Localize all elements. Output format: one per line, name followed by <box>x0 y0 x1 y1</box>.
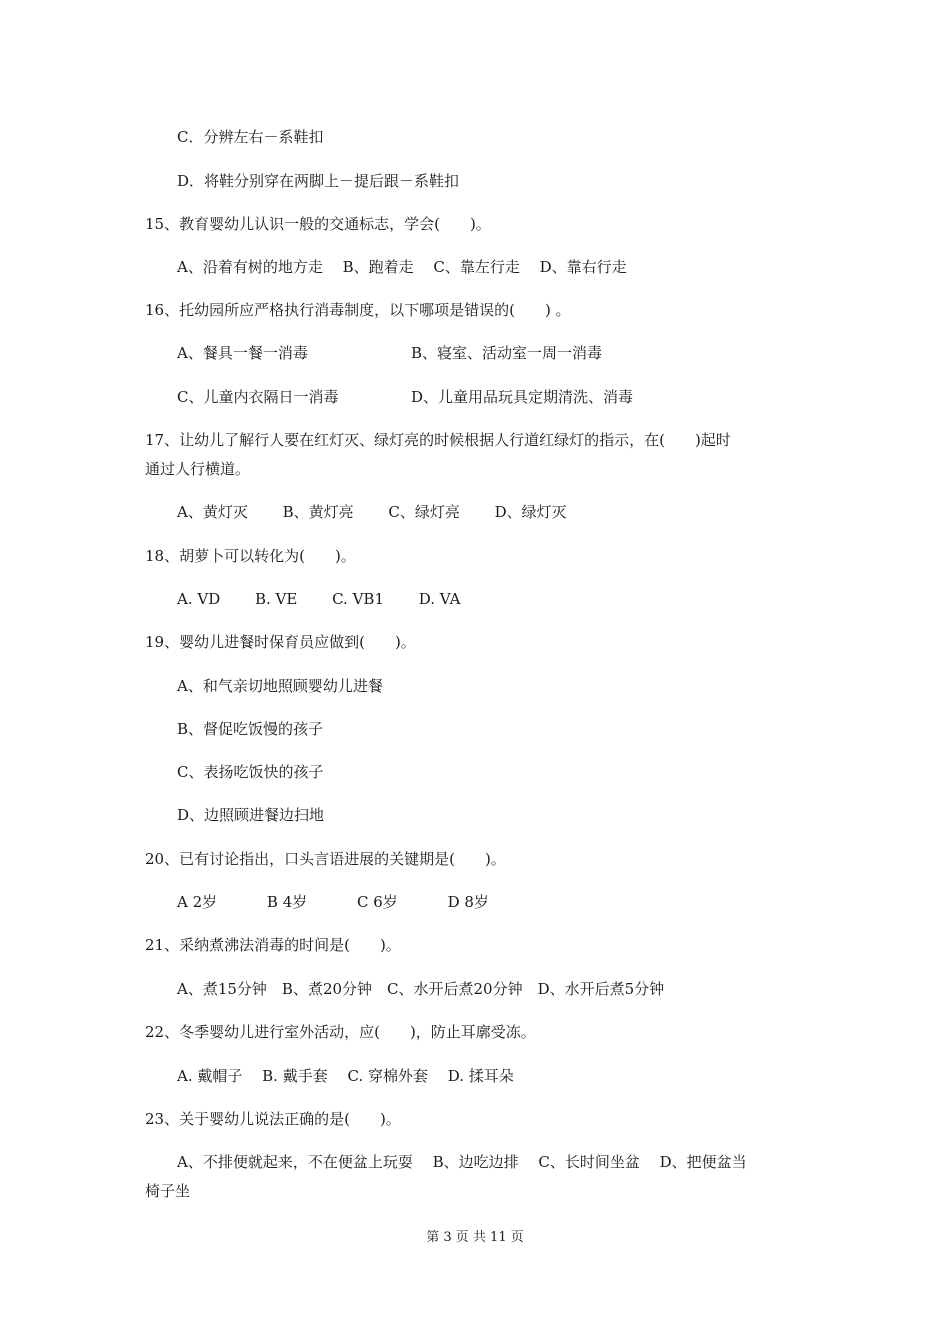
question-17-options: A、黄灯灭 B、黄灯亮 C、绿灯亮 D、绿灯灭 <box>177 503 567 521</box>
page-footer: 第 3 页 共 11 页 <box>426 1230 524 1245</box>
question-17-stem-line2: 通过人行横道。 <box>145 460 251 478</box>
question-20-stem: 20、已有讨论指出，口头言语进展的关键期是( )。 <box>145 850 506 868</box>
question-16-stem: 16、托幼园所应严格执行消毒制度，以下哪项是错误的( ) 。 <box>145 301 571 319</box>
question-22-options: A. 戴帽子 B. 戴手套 C. 穿棉外套 D. 揉耳朵 <box>177 1067 514 1085</box>
question-19-stem: 19、婴幼儿进餐时保育员应做到( )。 <box>145 633 416 651</box>
question-23-options-line2: 椅子坐 <box>145 1182 191 1200</box>
question-19-option-a: A、和气亲切地照顾婴幼儿进餐 <box>177 677 383 695</box>
question-18-options: A. VD B. VE C. VB1 D. VA <box>177 590 461 608</box>
question-19-option-c: C、表扬吃饭快的孩子 <box>177 763 324 781</box>
question-16-option-c: C、儿童内衣隔日一消毒 <box>177 388 339 406</box>
question-21-options: A、煮15分钟 B、煮20分钟 C、水开后煮20分钟 D、水开后煮5分钟 <box>177 980 665 998</box>
question-21-stem: 21、采纳煮沸法消毒的时间是( )。 <box>145 936 401 954</box>
question-19-option-d: D、边照顾进餐边扫地 <box>177 806 325 824</box>
question-15-options: A、沿着有树的地方走 B、跑着走 C、靠左行走 D、靠右行走 <box>177 258 627 276</box>
question-19-option-b: B、督促吃饭慢的孩子 <box>177 720 324 738</box>
prev-question-option-d: D．将鞋分别穿在两脚上－提后跟－系鞋扣 <box>177 172 460 190</box>
question-22-stem: 22、冬季婴幼儿进行室外活动，应( )，防止耳廓受冻。 <box>145 1023 536 1041</box>
prev-question-option-c: C．分辨左右－系鞋扣 <box>177 128 324 146</box>
question-23-stem: 23、关于婴幼儿说法正确的是( )。 <box>145 1110 401 1128</box>
question-23-options-line1: A、不排便就起来，不在便盆上玩耍 B、边吃边排 C、长时间坐盆 D、把便盆当 <box>177 1153 747 1171</box>
question-18-stem: 18、胡萝卜可以转化为( )。 <box>145 547 356 565</box>
question-15-stem: 15、教育婴幼儿认识一般的交通标志，学会( )。 <box>145 215 491 233</box>
question-16-option-b: B、寝室、活动室一周一消毒 <box>411 344 603 362</box>
question-16-option-a: A、餐具一餐一消毒 <box>177 344 308 362</box>
question-20-options: A 2岁 B 4岁 C 6岁 D 8岁 <box>177 893 489 911</box>
question-17-stem-line1: 17、让幼儿了解行人要在红灯灭、绿灯亮的时候根据人行道红绿灯的指示，在( )起时 <box>145 431 731 449</box>
question-16-option-d: D、儿童用品玩具定期清洗、消毒 <box>411 388 634 406</box>
